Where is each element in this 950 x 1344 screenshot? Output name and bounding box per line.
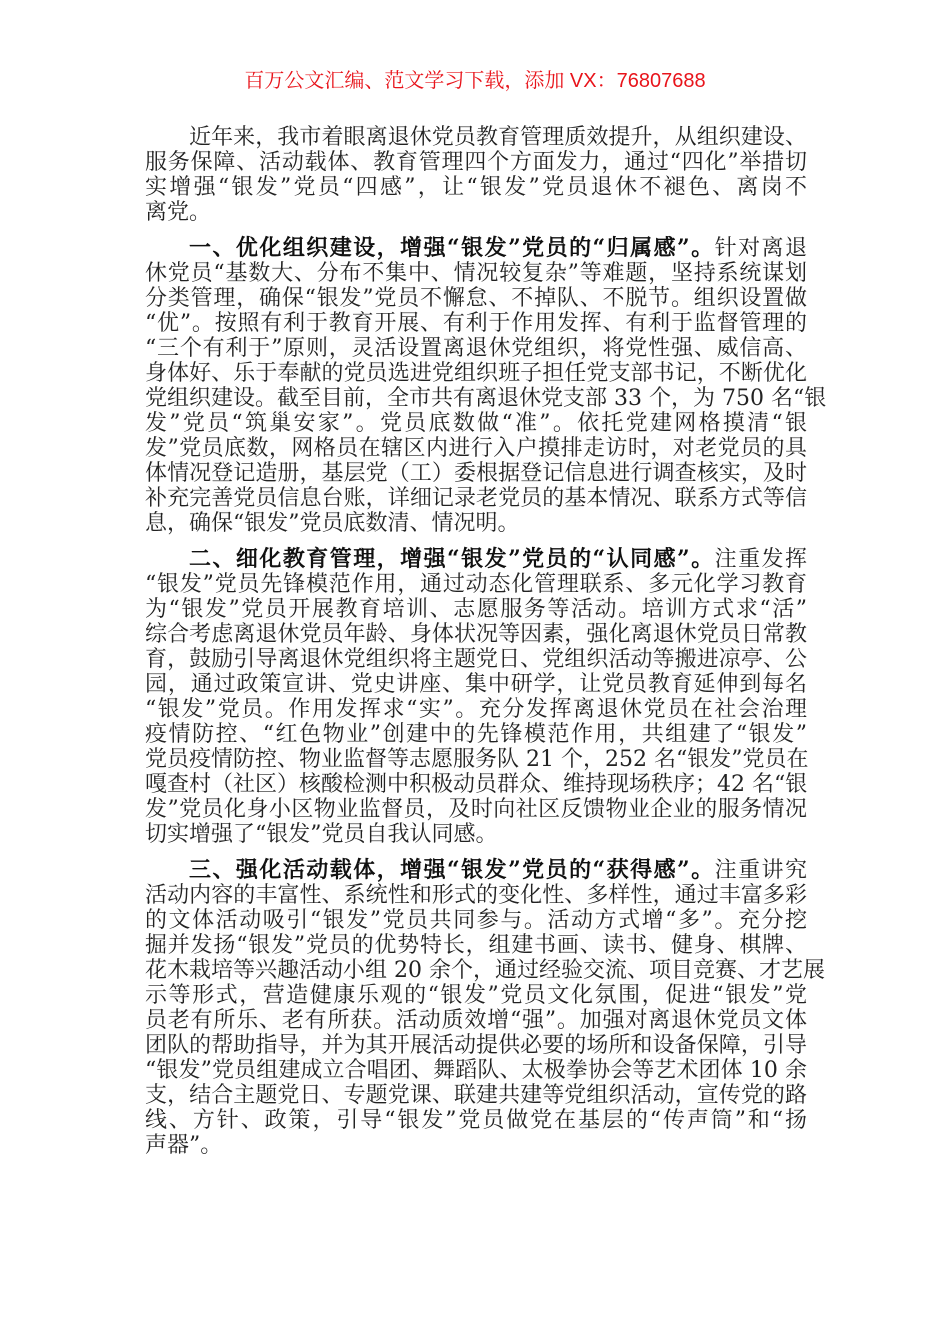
line-text: “优”。按照有利于教育开展、有利于作用发挥、有利于监督管理的 [145, 311, 807, 336]
line-text: 支，结合主题党日、专题党课、联建共建等党组织活动，宣传党的路 [145, 1083, 807, 1108]
line-text: 育，鼓励引导离退休党组织将主题党日、党组织活动等搬进凉亭、公 [145, 647, 807, 672]
text-line [145, 511, 807, 536]
line-text: 线、方针、政策，引导“银发”党员做党在基层的“传声筒”和“扬 [145, 1108, 807, 1133]
line-text: “银发”党员组建成立合唱团、舞蹈队、太极拳协会等艺术团体 10 余 [145, 1058, 807, 1083]
text-line [145, 261, 807, 286]
line-text: 掘并发扬“银发”党员的优势特长，组建书画、读书、健身、棋牌、 [145, 933, 807, 958]
line-text: 服务保障、活动载体、教育管理四个方面发力，通过“四化”举措切 [145, 150, 807, 175]
line-text: 休党员“基数大、分布不集中、情况较复杂”等难题，坚持系统谋划 [145, 261, 807, 286]
text-line [145, 286, 807, 311]
section-heading: 二、细化教育管理，增强“银发”党员的“认同感”。 [189, 546, 715, 572]
line-text: “银发”党员。作用发挥求“实”。充分发挥离退休党员在社会治理 [145, 697, 807, 722]
section-paragraph [145, 235, 827, 536]
text-line [145, 983, 807, 1008]
line-text: 离党。 [145, 200, 212, 225]
intro-paragraph [145, 125, 807, 225]
text-line [145, 411, 807, 436]
line-text: “银发”党员先锋模范作用，通过动态化管理联系、多元化学习教育 [145, 572, 807, 597]
line-text: 发”党员底数，网格员在辖区内进行入户摸排走访时，对老党员的具 [145, 436, 807, 461]
line-text: 分类管理，确保“银发”党员不懈怠、不掉队、不脱节。组织设置做 [145, 286, 807, 311]
line-text: 近年来，我市着眼离退休党员教育管理质效提升，从组织建设、 [189, 125, 807, 150]
line-text: 注重发挥 [714, 547, 807, 572]
text-line [145, 486, 807, 511]
text-line [145, 772, 807, 797]
text-line [145, 361, 807, 386]
line-text: 园，通过政策宣讲、党史讲座、集中研学，让党员教育延伸到每名 [145, 672, 807, 697]
text-line [145, 125, 807, 150]
watermark-banner: 百万公文汇编、范文学习下载，添加 VX：76807688 [244, 70, 706, 92]
text-line [145, 386, 827, 411]
line-text: 示等形式，营造健康乐观的“银发”党员文化氛围，促进“银发”党 [145, 983, 807, 1008]
text-line [145, 747, 807, 772]
line-text: 员老有所乐、老有所获。活动质效增“强”。加强对离退休党员文体 [145, 1008, 807, 1033]
section-heading: 三、强化活动载体，增强“银发”党员的“获得感”。 [189, 857, 715, 883]
text-line [145, 1133, 807, 1158]
line-text: 注重讲究 [714, 858, 807, 883]
text-line [145, 1058, 807, 1083]
text-line [145, 883, 807, 908]
document-body [145, 125, 827, 1169]
text-line [145, 958, 825, 983]
text-line [145, 647, 807, 672]
text-line [145, 697, 807, 722]
text-line [145, 672, 807, 697]
line-text: 发”党员化身小区物业监督员，及时向社区反馈物业企业的服务情况 [145, 797, 807, 822]
line-text: 实增强“银发”党员“四感”，让“银发”党员退休不褪色、离岗不 [145, 175, 807, 200]
line-text: “三个有利于”原则，灵活设置离退休党组织，将党性强、威信高、 [145, 336, 807, 361]
line-text: 党组织建设。截至目前，全市共有离退休党支部 33 个，为 750 名“银 [145, 386, 827, 411]
text-line [145, 436, 807, 461]
line-text: 团队的帮助指导，并为其开展活动提供必要的场所和设备保障，引导 [145, 1033, 807, 1058]
line-text: 身体好、乐于奉献的党员选进党组织班子担任党支部书记，不断优化 [145, 361, 807, 386]
text-line [145, 461, 807, 486]
line-text: 疫情防控、“红色物业”创建中的先锋模范作用，共组建了“银发” [145, 722, 807, 747]
text-line [145, 572, 807, 597]
section-heading: 一、优化组织建设，增强“银发”党员的“归属感”。 [189, 235, 715, 261]
line-text: 切实增强了“银发”党员自我认同感。 [145, 822, 498, 847]
section-paragraph [145, 547, 807, 847]
text-line [145, 597, 807, 622]
line-text: 补充完善党员信息台账，详细记录老党员的基本情况、联系方式等信 [145, 486, 807, 511]
text-line [145, 1108, 807, 1133]
line-text: 声器”。 [145, 1133, 223, 1158]
section-paragraph [145, 857, 825, 1158]
line-text: 花木栽培等兴趣活动小组 20 余个，通过经验交流、项目竞赛、才艺展 [145, 958, 825, 983]
text-line [145, 336, 807, 361]
line-text: 为“银发”党员开展教育培训、志愿服务等活动。培训方式求“活” [145, 597, 807, 622]
line-text: 活动内容的丰富性、系统性和形式的变化性、多样性，通过丰富多彩 [145, 883, 807, 908]
line-text: 的文体活动吸引“银发”党员共同参与。活动方式增“多”。充分挖 [145, 908, 807, 933]
text-line [145, 1008, 807, 1033]
line-text: 发”党员“筑巢安家”。党员底数做“准”。依托党建网格摸清“银 [145, 411, 807, 436]
text-line [145, 547, 807, 572]
text-line [145, 200, 807, 225]
text-line [145, 236, 807, 261]
text-line [145, 908, 807, 933]
text-line [145, 722, 807, 747]
text-line [145, 311, 807, 336]
text-line [145, 150, 807, 175]
text-line [145, 822, 807, 847]
text-line [145, 797, 807, 822]
line-text: 综合考虑离退休党员年龄、身体状况等因素，强化离退休党员日常教 [145, 622, 807, 647]
line-text: 党员疫情防控、物业监督等志愿服务队 21 个，252 名“银发”党员在 [145, 747, 809, 772]
line-text: 息，确保“银发”党员底数清、情况明。 [145, 511, 520, 536]
text-line [145, 933, 807, 958]
text-line [145, 1083, 807, 1108]
text-line [145, 175, 807, 200]
line-text: 针对离退 [714, 236, 807, 261]
text-line [145, 622, 807, 647]
line-text: 嘎查村（社区）核酸检测中积极动员群众、维持现场秩序；42 名“银 [145, 772, 808, 797]
text-line [145, 1033, 807, 1058]
text-line [145, 858, 807, 883]
line-text: 体情况登记造册，基层党（工）委根据登记信息进行调查核实，及时 [145, 461, 807, 486]
